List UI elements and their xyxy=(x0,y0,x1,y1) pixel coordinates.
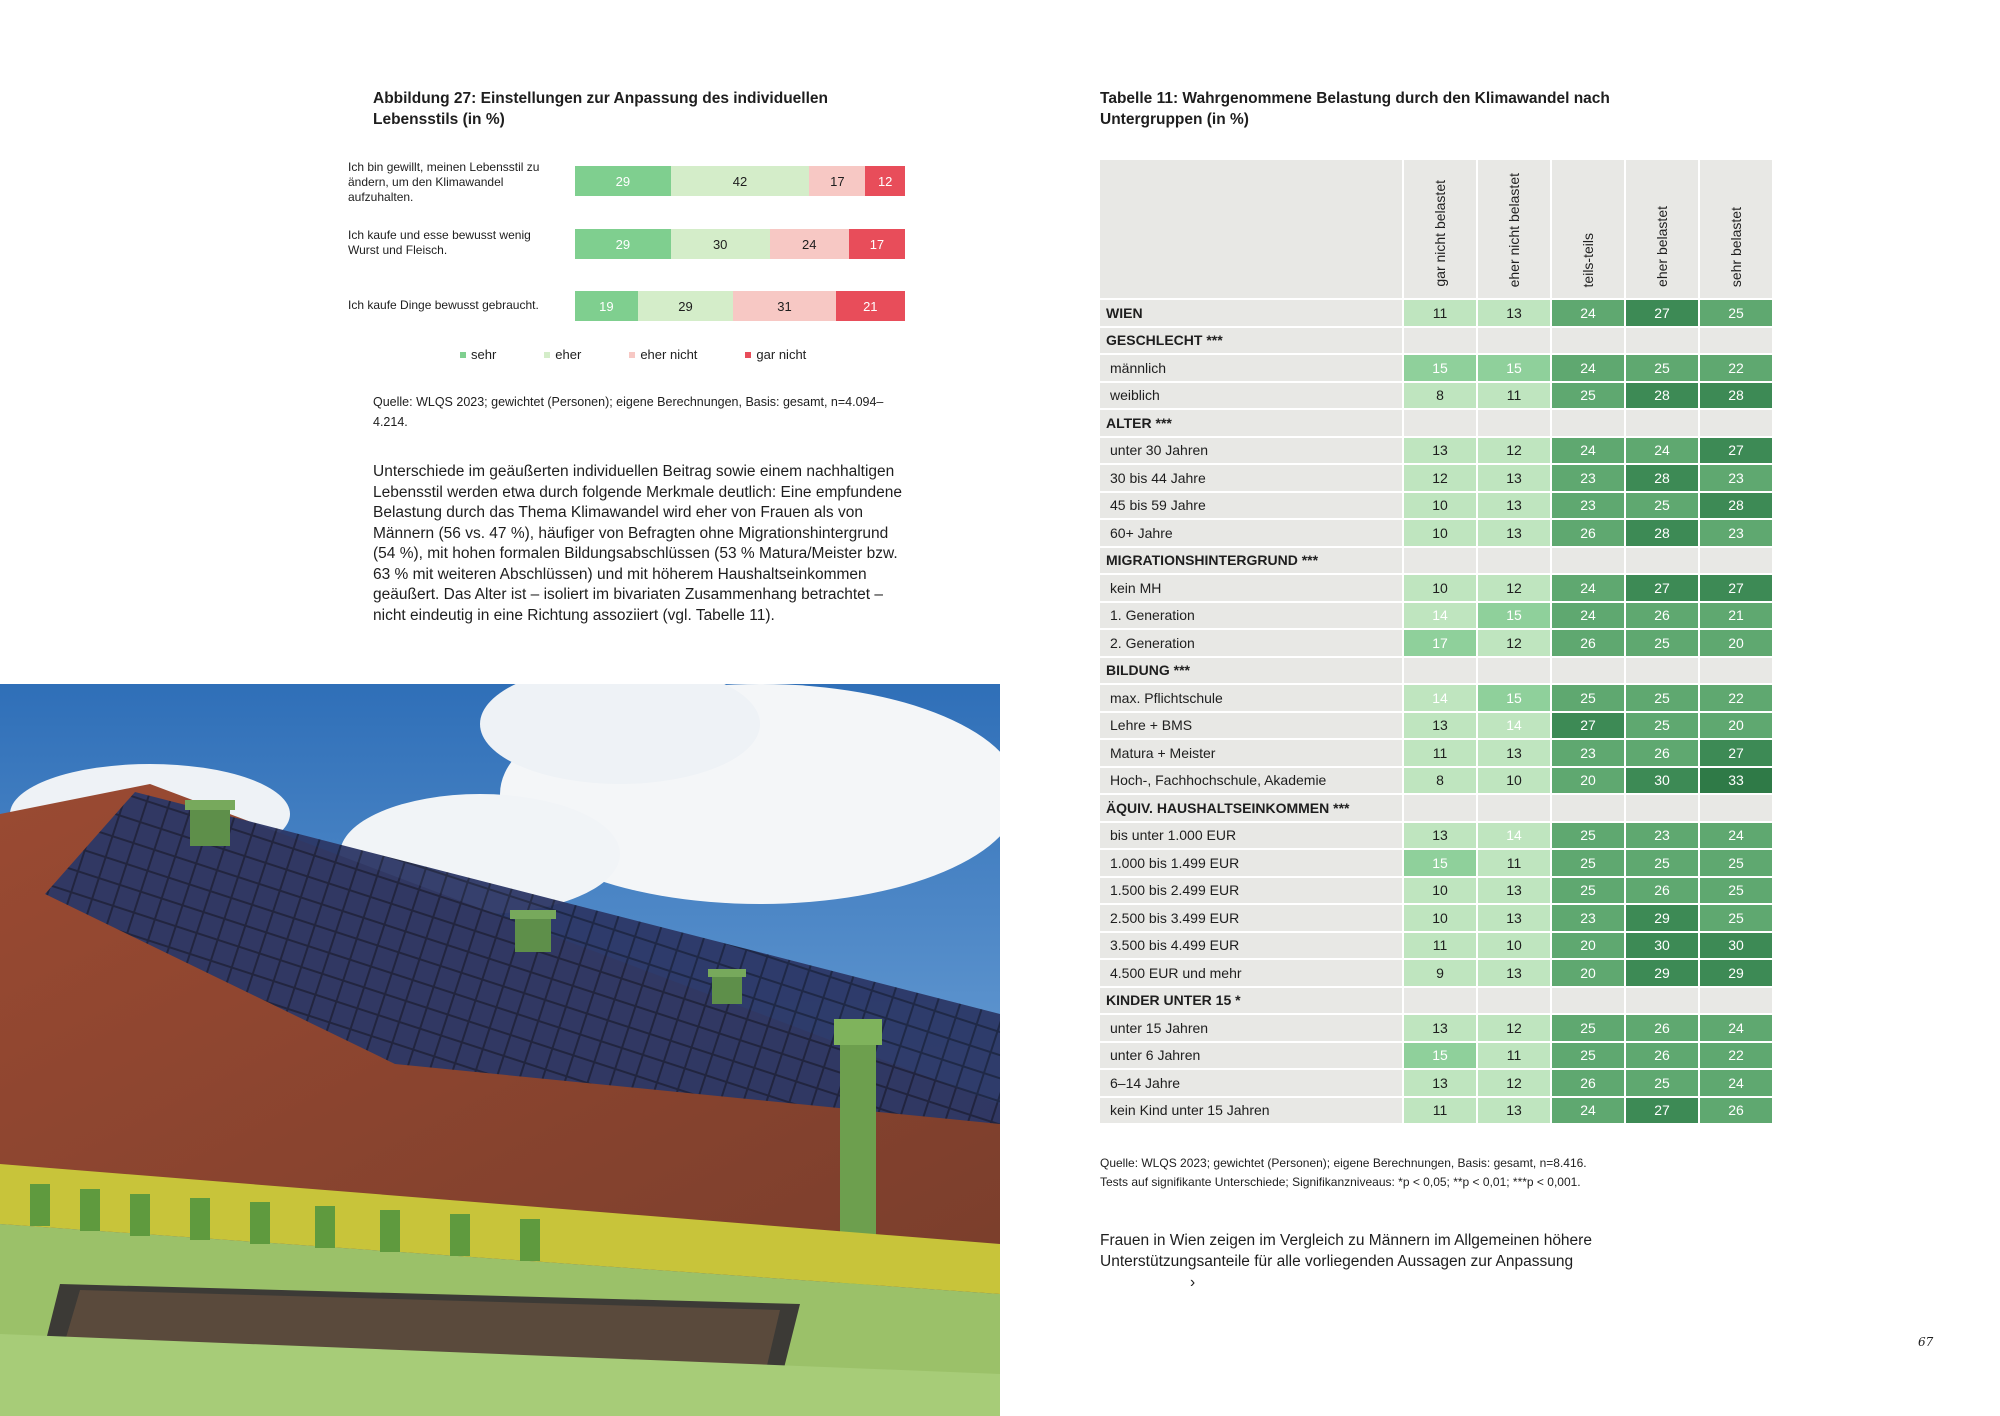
table-cell: 22 xyxy=(1700,355,1774,383)
table-cell: 14 xyxy=(1404,603,1478,631)
table-group-row xyxy=(1100,410,1774,438)
table-cell: 13 xyxy=(1478,905,1552,933)
table-empty-cell xyxy=(1552,328,1626,356)
table-cell: 23 xyxy=(1552,740,1626,768)
table-empty-cell xyxy=(1404,988,1478,1016)
table-title: Tabelle 11: Wahrgenommene Belastung durch den Klimawandel nach Untergruppen (in %) xyxy=(1100,90,1610,128)
legend-swatch xyxy=(460,352,466,358)
table-empty-cell xyxy=(1404,795,1478,823)
table-cell: 13 xyxy=(1478,493,1552,521)
table-row xyxy=(1100,933,1774,961)
table-cell: 23 xyxy=(1552,493,1626,521)
column-header xyxy=(1626,160,1700,300)
table-cell: 10 xyxy=(1404,878,1478,906)
legend-swatch xyxy=(745,352,751,358)
table-cell: 13 xyxy=(1478,1098,1552,1126)
table-cell: 13 xyxy=(1404,438,1478,466)
table-empty-cell xyxy=(1552,988,1626,1016)
legend-label: eher xyxy=(555,347,582,362)
table-cell: 20 xyxy=(1700,630,1774,658)
table-cell: 10 xyxy=(1404,520,1478,548)
legend-swatch xyxy=(544,352,550,358)
table-row xyxy=(1100,823,1774,851)
bar-row-label: Ich bin gewillt, meinen Lebensstil zu ändern, um den Klimawandel aufzuhalten. xyxy=(348,160,540,204)
table-row xyxy=(1100,685,1774,713)
table-cell: 11 xyxy=(1404,1098,1478,1126)
bar-row-label: Ich kaufe und esse bewusst wenig Wurst und Fleisch. xyxy=(348,228,531,257)
table-cell: 15 xyxy=(1404,355,1478,383)
table-cell: 26 xyxy=(1552,630,1626,658)
table-cell: 8 xyxy=(1404,768,1478,796)
table-row xyxy=(1100,768,1774,796)
table-cell: 24 xyxy=(1552,355,1626,383)
table-cell: 10 xyxy=(1478,933,1552,961)
legend-swatch xyxy=(629,352,635,358)
table-cell: 14 xyxy=(1478,823,1552,851)
table-empty-cell xyxy=(1404,548,1478,576)
table-empty-cell xyxy=(1478,658,1552,686)
table-cell: 25 xyxy=(1700,300,1774,328)
row-label: 2.500 bis 3.499 EUR xyxy=(1100,905,1404,933)
table-cell: 11 xyxy=(1404,300,1478,328)
table-cell: 25 xyxy=(1552,823,1626,851)
bar-segment: 31 xyxy=(733,291,835,321)
row-label: kein MH xyxy=(1100,575,1404,603)
table-cell: 27 xyxy=(1626,575,1700,603)
bar-segment: 17 xyxy=(849,229,905,259)
table-cell: 24 xyxy=(1552,575,1626,603)
row-label: bis unter 1.000 EUR xyxy=(1100,823,1404,851)
table-empty-cell xyxy=(1404,410,1478,438)
body-paragraph-2-text: Frauen in Wien zeigen im Vergleich zu Männern im Allgemeinen höhere Unterstützungsanteile für alle vorliegenden Aussagen zur Anpassung xyxy=(1100,1232,1592,1270)
table-cell: 26 xyxy=(1700,1098,1774,1126)
legend-item xyxy=(745,347,806,362)
table-cell: 25 xyxy=(1552,878,1626,906)
table-cell: 27 xyxy=(1626,300,1700,328)
table-cell: 13 xyxy=(1478,465,1552,493)
table-empty-cell xyxy=(1700,988,1774,1016)
row-label: Lehre + BMS xyxy=(1100,713,1404,741)
table-cell: 24 xyxy=(1552,1098,1626,1126)
table-cell: 14 xyxy=(1404,685,1478,713)
table-cell: 25 xyxy=(1626,713,1700,741)
table-cell: 13 xyxy=(1404,713,1478,741)
table-cell: 20 xyxy=(1552,768,1626,796)
bar-segment: 29 xyxy=(638,291,734,321)
table-empty-cell xyxy=(1552,548,1626,576)
table-source-line-2: Tests auf signifikante Unterschiede; Signifikanzniveaus: *p < 0,05; **p < 0,01; ***p < 0,001. xyxy=(1100,1175,1581,1189)
data-table xyxy=(1100,160,1774,1125)
page-number: 67 xyxy=(1918,1335,1934,1349)
table-cell: 10 xyxy=(1478,768,1552,796)
row-label: MIGRATIONSHINTERGRUND *** xyxy=(1100,548,1404,576)
bar-row xyxy=(575,291,905,321)
table-empty-cell xyxy=(1626,795,1700,823)
row-label: max. Pflichtschule xyxy=(1100,685,1404,713)
table-row xyxy=(1100,630,1774,658)
table-cell: 24 xyxy=(1626,438,1700,466)
table-cell: 8 xyxy=(1404,383,1478,411)
bar-row xyxy=(575,229,905,259)
table-cell: 12 xyxy=(1478,575,1552,603)
table-cell: 33 xyxy=(1700,768,1774,796)
table-cell: 26 xyxy=(1552,520,1626,548)
table-cell: 15 xyxy=(1478,355,1552,383)
table-row xyxy=(1100,1043,1774,1071)
table-cell: 23 xyxy=(1700,520,1774,548)
table-cell: 23 xyxy=(1552,465,1626,493)
table-cell: 26 xyxy=(1626,740,1700,768)
column-header-label: eher nicht belastet xyxy=(1506,172,1522,287)
table-cell: 25 xyxy=(1626,493,1700,521)
column-header xyxy=(1404,160,1478,300)
legend-label: eher nicht xyxy=(640,347,698,362)
table-cell: 12 xyxy=(1478,1015,1552,1043)
row-label: WIEN xyxy=(1100,300,1404,328)
figure-source: Quelle: WLQS 2023; gewichtet (Personen); eigene Berechnungen, Basis: gesamt, n=4.094–4.214. xyxy=(373,395,884,429)
table-cell: 17 xyxy=(1404,630,1478,658)
table-cell: 27 xyxy=(1626,1098,1700,1126)
row-label: unter 15 Jahren xyxy=(1100,1015,1404,1043)
table-cell: 26 xyxy=(1626,1043,1700,1071)
column-header-label: gar nicht belastet xyxy=(1432,180,1448,287)
row-label: 60+ Jahre xyxy=(1100,520,1404,548)
row-label: 1. Generation xyxy=(1100,603,1404,631)
row-label: 3.500 bis 4.499 EUR xyxy=(1100,933,1404,961)
table-row xyxy=(1100,465,1774,493)
table-cell: 20 xyxy=(1552,933,1626,961)
table-row xyxy=(1100,575,1774,603)
body-paragraph-2 xyxy=(1100,1230,1660,1293)
table-cell: 22 xyxy=(1700,685,1774,713)
table-cell: 13 xyxy=(1404,823,1478,851)
table-cell: 25 xyxy=(1552,685,1626,713)
continue-arrow-icon: › xyxy=(1190,1274,1196,1291)
table-row xyxy=(1100,1070,1774,1098)
table-cell: 12 xyxy=(1404,465,1478,493)
table-cell: 30 xyxy=(1700,933,1774,961)
table-empty-cell xyxy=(1478,410,1552,438)
table-corner-cell xyxy=(1100,160,1404,300)
column-header xyxy=(1700,160,1774,300)
table-cell: 28 xyxy=(1626,465,1700,493)
row-label: KINDER UNTER 15 * xyxy=(1100,988,1404,1016)
table-cell: 13 xyxy=(1478,740,1552,768)
table-cell: 25 xyxy=(1552,1015,1626,1043)
row-label: 2. Generation xyxy=(1100,630,1404,658)
table-cell: 22 xyxy=(1700,1043,1774,1071)
table-empty-cell xyxy=(1626,410,1700,438)
table-row xyxy=(1100,878,1774,906)
column-header-label: teils-teils xyxy=(1580,232,1596,287)
row-label: 1.500 bis 2.499 EUR xyxy=(1100,878,1404,906)
table-cell: 20 xyxy=(1552,960,1626,988)
column-header xyxy=(1478,160,1552,300)
table-empty-cell xyxy=(1626,328,1700,356)
table-cell: 26 xyxy=(1626,878,1700,906)
table-cell: 12 xyxy=(1478,630,1552,658)
chart-legend xyxy=(460,347,854,362)
table-row xyxy=(1100,520,1774,548)
bar-row-label: Ich kaufe Dinge bewusst gebraucht. xyxy=(348,298,539,312)
table-cell: 24 xyxy=(1552,438,1626,466)
legend-item xyxy=(544,347,581,362)
table-cell: 28 xyxy=(1626,520,1700,548)
table-cell: 28 xyxy=(1626,383,1700,411)
bar-segment: 29 xyxy=(575,229,671,259)
table-cell: 24 xyxy=(1552,603,1626,631)
table-cell: 27 xyxy=(1700,575,1774,603)
table-cell: 25 xyxy=(1700,850,1774,878)
table-empty-cell xyxy=(1700,658,1774,686)
bar-segment: 12 xyxy=(865,166,905,196)
table-cell: 26 xyxy=(1626,603,1700,631)
table-cell: 15 xyxy=(1404,850,1478,878)
table-cell: 26 xyxy=(1552,1070,1626,1098)
table-group-row xyxy=(1100,328,1774,356)
solar-roof-photo xyxy=(0,684,1000,1416)
table-cell: 20 xyxy=(1700,713,1774,741)
table-empty-cell xyxy=(1626,988,1700,1016)
table-cell: 10 xyxy=(1404,905,1478,933)
table-cell: 13 xyxy=(1478,960,1552,988)
table-row xyxy=(1100,740,1774,768)
table-cell: 29 xyxy=(1700,960,1774,988)
table-empty-cell xyxy=(1478,548,1552,576)
table-cell: 10 xyxy=(1404,493,1478,521)
row-label: Matura + Meister xyxy=(1100,740,1404,768)
table-empty-cell xyxy=(1552,410,1626,438)
table-empty-cell xyxy=(1700,795,1774,823)
table-cell: 15 xyxy=(1478,685,1552,713)
bar-segment: 17 xyxy=(809,166,865,196)
bar-segment: 30 xyxy=(671,229,770,259)
row-label: 1.000 bis 1.499 EUR xyxy=(1100,850,1404,878)
table-cell: 11 xyxy=(1404,933,1478,961)
table-header-row xyxy=(1100,160,1774,300)
table-group-row xyxy=(1100,548,1774,576)
bar-row xyxy=(575,166,905,196)
row-label: 30 bis 44 Jahre xyxy=(1100,465,1404,493)
legend-item xyxy=(629,347,697,362)
table-row xyxy=(1100,438,1774,466)
bar-segment: 42 xyxy=(671,166,810,196)
legend-label: gar nicht xyxy=(756,347,807,362)
table-group-row xyxy=(1100,988,1774,1016)
row-label: GESCHLECHT *** xyxy=(1100,328,1404,356)
table-row xyxy=(1100,383,1774,411)
table-empty-cell xyxy=(1478,328,1552,356)
table-cell: 27 xyxy=(1700,438,1774,466)
table-row xyxy=(1100,603,1774,631)
table-cell: 23 xyxy=(1626,823,1700,851)
table-cell: 29 xyxy=(1626,960,1700,988)
table-row xyxy=(1100,355,1774,383)
table-empty-cell xyxy=(1626,548,1700,576)
body-paragraph: Unterschiede im geäußerten individuellen Beitrag sowie einem nachhaltigen Lebensstil werden etwa durch folgende Merkmale deutlich: Eine empfundene Belastung durch das Thema Klimawandel wird eher von Frauen als von Männern (56 vs. 47 %), häufiger von Befragten ohne Migrationshintergrund (54 %), mit hohen formalen Bildungsabschlüssen (53 % Matura/Meister bzw. 63 % mit weiteren Abschlüssen) und mit höherem Haushaltseinkommen geäußert. Das Alter ist – isoliert im bivariaten Zusammenhang betrachtet – nicht eindeutig in eine Richtung assoziiert (vgl. Tabelle 11). xyxy=(373,463,903,624)
column-header-label: eher belastet xyxy=(1654,206,1670,287)
table-empty-cell xyxy=(1626,658,1700,686)
table-cell: 25 xyxy=(1700,878,1774,906)
row-label: weiblich xyxy=(1100,383,1404,411)
table-cell: 30 xyxy=(1626,933,1700,961)
table-row xyxy=(1100,905,1774,933)
table-cell: 27 xyxy=(1552,713,1626,741)
table-cell: 29 xyxy=(1626,905,1700,933)
table-cell: 11 xyxy=(1478,1043,1552,1071)
column-header-label: sehr belastet xyxy=(1728,206,1744,287)
bar-segment: 29 xyxy=(575,166,671,196)
table-empty-cell xyxy=(1404,328,1478,356)
column-header xyxy=(1552,160,1626,300)
table-cell: 11 xyxy=(1404,740,1478,768)
row-label: ALTER *** xyxy=(1100,410,1404,438)
table-cell: 23 xyxy=(1552,905,1626,933)
table-cell: 25 xyxy=(1626,850,1700,878)
table-cell: 12 xyxy=(1478,1070,1552,1098)
table-cell: 11 xyxy=(1478,383,1552,411)
table-cell: 24 xyxy=(1700,823,1774,851)
row-label: männlich xyxy=(1100,355,1404,383)
table-cell: 24 xyxy=(1552,300,1626,328)
figure-title: Abbildung 27: Einstellungen zur Anpassung des individuellen Lebensstils (in %) xyxy=(373,90,828,128)
table-cell: 13 xyxy=(1478,878,1552,906)
table-cell: 9 xyxy=(1404,960,1478,988)
table-row xyxy=(1100,493,1774,521)
table-empty-cell xyxy=(1404,658,1478,686)
row-label: ÄQUIV. HAUSHALTSEINKOMMEN *** xyxy=(1100,795,1404,823)
row-label: unter 30 Jahren xyxy=(1100,438,1404,466)
table-cell: 21 xyxy=(1700,603,1774,631)
row-label: unter 6 Jahren xyxy=(1100,1043,1404,1071)
table-cell: 30 xyxy=(1626,768,1700,796)
table-cell: 13 xyxy=(1404,1070,1478,1098)
table-group-row xyxy=(1100,658,1774,686)
table-cell: 25 xyxy=(1626,1070,1700,1098)
table-row xyxy=(1100,300,1774,328)
table-cell: 12 xyxy=(1478,438,1552,466)
table-empty-cell xyxy=(1478,988,1552,1016)
table-cell: 23 xyxy=(1700,465,1774,493)
table-cell: 25 xyxy=(1552,383,1626,411)
table-source xyxy=(1100,1154,1660,1192)
table-row xyxy=(1100,960,1774,988)
bar-segment: 21 xyxy=(836,291,905,321)
table-cell: 15 xyxy=(1404,1043,1478,1071)
table-cell: 11 xyxy=(1478,850,1552,878)
row-label: BILDUNG *** xyxy=(1100,658,1404,686)
legend-item xyxy=(460,347,496,362)
table-empty-cell xyxy=(1700,328,1774,356)
row-label: 6–14 Jahre xyxy=(1100,1070,1404,1098)
table-row xyxy=(1100,850,1774,878)
table-cell: 28 xyxy=(1700,493,1774,521)
table-cell: 13 xyxy=(1478,520,1552,548)
row-label: Hoch-, Fachhochschule, Akademie xyxy=(1100,768,1404,796)
table-group-row xyxy=(1100,795,1774,823)
table-source-line-1: Quelle: WLQS 2023; gewichtet (Personen); eigene Berechnungen, Basis: gesamt, n=8.416. xyxy=(1100,1156,1587,1170)
table-cell: 24 xyxy=(1700,1070,1774,1098)
table-cell: 13 xyxy=(1478,300,1552,328)
table-row xyxy=(1100,1098,1774,1126)
table-cell: 25 xyxy=(1552,1043,1626,1071)
table-cell: 25 xyxy=(1626,630,1700,658)
table-row xyxy=(1100,713,1774,741)
row-label: kein Kind unter 15 Jahren xyxy=(1100,1098,1404,1126)
table-row xyxy=(1100,1015,1774,1043)
table-empty-cell xyxy=(1700,548,1774,576)
table-cell: 10 xyxy=(1404,575,1478,603)
table-cell: 14 xyxy=(1478,713,1552,741)
table-cell: 13 xyxy=(1404,1015,1478,1043)
row-label: 45 bis 59 Jahre xyxy=(1100,493,1404,521)
table-cell: 24 xyxy=(1700,1015,1774,1043)
row-label: 4.500 EUR und mehr xyxy=(1100,960,1404,988)
table-empty-cell xyxy=(1700,410,1774,438)
table-cell: 25 xyxy=(1700,905,1774,933)
table-cell: 25 xyxy=(1552,850,1626,878)
table-cell: 25 xyxy=(1626,685,1700,713)
table-empty-cell xyxy=(1552,795,1626,823)
table-cell: 15 xyxy=(1478,603,1552,631)
table-empty-cell xyxy=(1552,658,1626,686)
legend-label: sehr xyxy=(471,347,497,362)
table-cell: 27 xyxy=(1700,740,1774,768)
bar-segment: 24 xyxy=(770,229,849,259)
table-cell: 26 xyxy=(1626,1015,1700,1043)
bar-segment: 19 xyxy=(575,291,638,321)
table-empty-cell xyxy=(1478,795,1552,823)
table-cell: 28 xyxy=(1700,383,1774,411)
table-cell: 25 xyxy=(1626,355,1700,383)
